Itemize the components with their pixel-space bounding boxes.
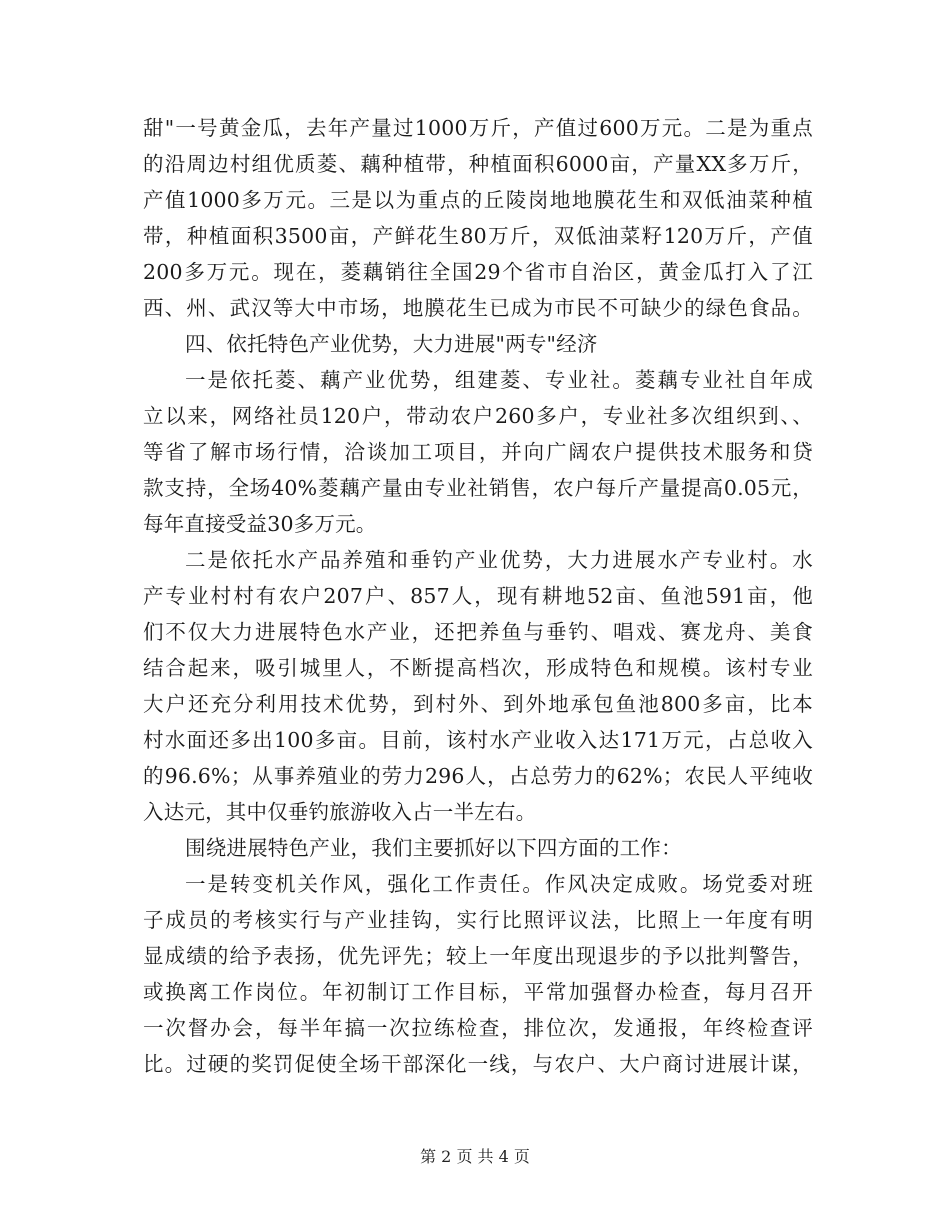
text-line: 入达元，其中仅垂钓旅游收入占一半左右。: [143, 800, 537, 824]
text-line: 二是依托水产品养殖和垂钓产业优势，大力进展水产专业村。水: [185, 548, 813, 572]
text-line: 200多万元。现在，菱藕销往全国29个省市自治区，黄金瓜打入了江: [143, 260, 813, 284]
text-line: 村水面还多出100多亩。目前，该村水产业收入达171万元，占总收入: [143, 728, 813, 752]
text-line: 一次督办会，每半年搞一次拉练检查，排位次，发通报，年终检查评: [143, 1016, 813, 1040]
text-line: 产值1000多万元。三是以为重点的丘陵岗地地膜花生和双低油菜种植: [143, 188, 813, 212]
text-line: 比。过硬的奖罚促使全场干部深化一线，与农户、大户商讨进展计谋，: [143, 1052, 813, 1076]
text-line: 一是转变机关作风，强化工作责任。作风决定成败。场党委对班: [185, 872, 813, 896]
text-line: 或换离工作岗位。年初制订工作目标，平常加强督办检查，每月召开: [143, 980, 813, 1004]
text-line: 的96.6%；从事养殖业的劳力296人，占总劳力的62%；农民人平纯收: [143, 764, 813, 788]
text-line: 子成员的考核实行与产业挂钩，实行比照评议法，比照上一年度有明: [143, 908, 813, 932]
section-heading: 四、依托特色产业优势，大力进展"两专"经济: [185, 332, 598, 356]
text-line: 结合起来，吸引城里人，不断提高档次，形成特色和规模。该村专业: [143, 656, 813, 680]
text-line: 的沿周边村组优质菱、藕种植带，种植面积6000亩，产量XX多万斤，: [143, 152, 813, 176]
text-line: 甜"一号黄金瓜，去年产量过1000万斤，产值过600万元。二是为重点: [143, 116, 813, 140]
text-line: 显成绩的给予表扬，优先评先；较上一年度出现退步的予以批判警告，: [143, 944, 813, 968]
text-line: 大户还充分利用技术优势，到村外、到外地承包鱼池800多亩，比本: [143, 692, 813, 716]
text-line: 款支持，全场40%菱藕产量由专业社销售，农户每斤产量提高0.05元，: [143, 476, 813, 500]
text-line: 产专业村村有农户207户、857人，现有耕地52亩、鱼池591亩，他: [143, 584, 813, 608]
body-text: [143, 110, 813, 1082]
text-line: 一是依托菱、藕产业优势，组建菱、专业社。菱藕专业社自年成: [185, 368, 813, 392]
text-line: 围绕进展特色产业，我们主要抓好以下四方面的工作：: [185, 836, 682, 860]
text-line: 立以来，网络社员120户，带动农户260多户，专业社多次组织到、、: [143, 404, 813, 428]
text-line: 等省了解市场行情，洽谈加工项目，并向广阔农户提供技术服务和贷: [143, 440, 813, 464]
page-number-footer: 第 2 页 共 4 页: [420, 1147, 530, 1166]
text-line: 每年直接受益30多万元。: [143, 512, 377, 536]
text-line: 带，种植面积3500亩，产鲜花生80万斤，双低油菜籽120万斤，产值: [143, 224, 813, 248]
text-line: 西、州、武汉等大中市场，地膜花生已成为市民不可缺少的绿色食品。: [143, 296, 813, 320]
text-line: 们不仅大力进展特色水产业，还把养鱼与垂钓、唱戏、赛龙舟、美食: [143, 620, 813, 644]
